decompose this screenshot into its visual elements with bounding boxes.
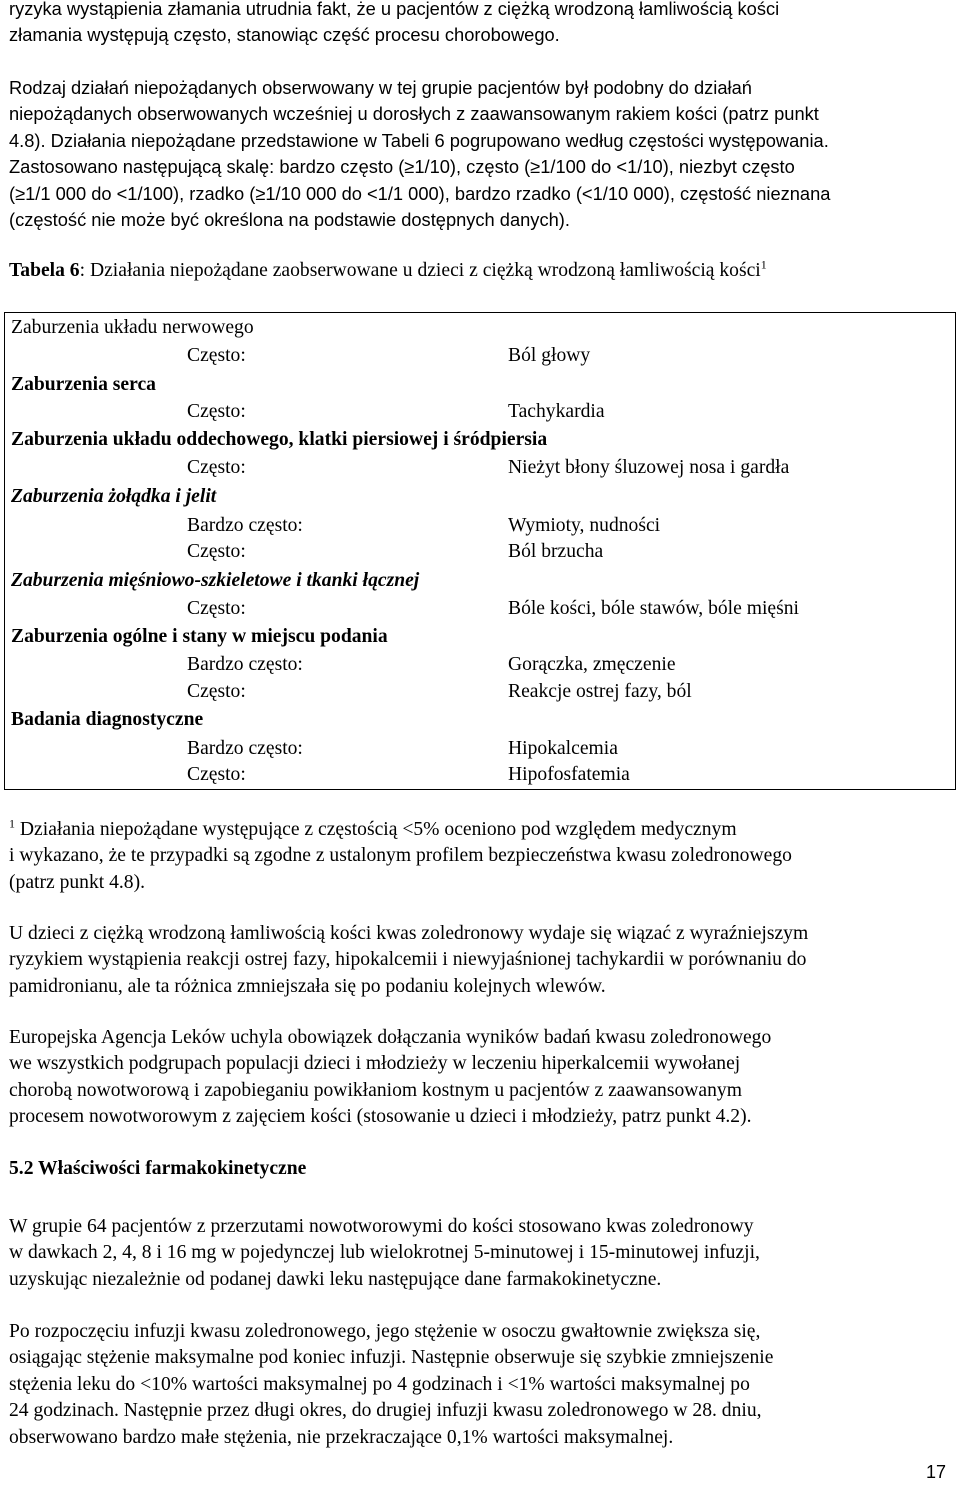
text-line: 4.8). Działania niepożądane przedstawione w Tabeli 6 pogrupowano według częstości występowania. — [9, 130, 829, 151]
text-line: ryzyka wystąpienia złamania utrudnia fakt, że u pacjentów z ciężką wrodzoną łamliwością kości — [9, 0, 780, 19]
table-caption-text: : Działania niepożądane zaobserwowane u dzieci z ciężką wrodzoną łamliwością kości — [79, 260, 761, 281]
table-effect-cell: Tachykardia — [508, 401, 605, 422]
table-effect-cell: Ból głowy — [508, 345, 591, 366]
page-number: 17 — [925, 1462, 946, 1482]
text-line: (≥1/1 000 do <1/100), rzadko (≥1/10 000 do <1/1 000), bardzo rzadko (<1/10 000), częstość nieznana — [9, 183, 831, 204]
text-line: ryzykiem wystąpienia reakcji ostrej fazy, hipokalcemii i niewyjaśnionej tachykardii w porównaniu do — [9, 949, 807, 970]
text-line: niepożądanych obserwowanych wcześniej u dorosłych z zaawansowanym rakiem kości (patrz punkt — [9, 103, 819, 124]
table-frequency-cell: Często: — [187, 345, 246, 366]
text-line: procesem nowotworowym z zajęciem kości (stosowanie u dzieci i młodzieży, patrz punkt 4.2). — [9, 1106, 752, 1127]
table-frequency-cell: Często: — [187, 541, 246, 562]
table-category-heading: Zaburzenia układu oddechowego, klatki piersiowej i śródpiersia — [11, 429, 548, 450]
adverse-reactions-table — [4, 312, 956, 790]
text-line: osiągając stężenie maksymalne pod koniec infuzji. Następnie obserwuje się szybkie zmniejszenie — [9, 1347, 774, 1368]
table-frequency-cell: Często: — [187, 457, 246, 478]
footnote-marker: 1 — [9, 816, 15, 831]
text-line: uzyskując niezależnie od podanej dawki leku następujące dane farmakokinetyczne. — [9, 1269, 662, 1290]
footnote-text: Działania niepożądane występujące z częstością <5% oceniono pod względem medycznym — [19, 819, 737, 840]
table-frequency-cell: Bardzo często: — [187, 515, 303, 536]
table-effect-cell: Wymioty, nudności — [508, 515, 661, 536]
table-frequency-cell: Często: — [187, 401, 246, 422]
text-line: w dawkach 2, 4, 8 i 16 mg w pojedynczej lub wielokrotnej 5-minutowej i 15-minutowej infuzji, — [9, 1242, 760, 1263]
text-line: stężenia leku do <10% wartości maksymalnej po 4 godzinach i <1% wartości maksymalnej po — [9, 1374, 750, 1395]
text-line: złamania występują często, stanowiąc część procesu chorobowego. — [9, 24, 560, 45]
text-line: obserwowano bardzo małe stężenia, nie przekraczające 0,1% wartości maksymalnej. — [9, 1427, 674, 1448]
table-effect-cell: Ból brzucha — [508, 541, 604, 562]
table-category-heading: Badania diagnostyczne — [11, 709, 204, 730]
table-category-heading: Zaburzenia żołądka i jelit — [11, 486, 217, 507]
table-category-heading: Zaburzenia układu nerwowego — [11, 317, 254, 338]
table-category-heading: Zaburzenia serca — [11, 374, 156, 395]
footnote-line: i wykazano, że te przypadki są zgodne z ustalonym profilem bezpieczeństwa kwasu zoledronowego — [9, 845, 792, 866]
text-line: Europejska Agencja Leków uchyla obowiązek dołączania wyników badań kwasu zoledronowego — [9, 1027, 772, 1048]
text-line: W grupie 64 pacjentów z przerzutami nowotworowymi do kości stosowano kwas zoledronowy — [9, 1216, 754, 1237]
table-effect-cell: Gorączka, zmęczenie — [508, 654, 676, 675]
table-frequency-cell: Często: — [187, 681, 246, 702]
table-category-heading: Zaburzenia ogólne i stany w miejscu podania — [11, 626, 388, 647]
footnote-line — [9, 817, 737, 844]
footnote-line: (patrz punkt 4.8). — [9, 872, 146, 893]
table-caption-footnote-marker: 1 — [760, 257, 767, 272]
text-line: U dzieci z ciężką wrodzoną łamliwością kości kwas zoledronowy wydaje się wiązać z wyraźniejszym — [9, 923, 809, 944]
table-effect-cell: Reakcje ostrej fazy, ból — [508, 681, 692, 702]
table-frequency-cell: Często: — [187, 598, 246, 619]
table-frequency-cell: Bardzo często: — [187, 738, 303, 759]
table-frequency-cell: Często: — [187, 764, 246, 785]
table-effect-cell: Hipofosfatemia — [508, 764, 630, 785]
text-line: we wszystkich podgrupach populacji dzieci i młodzieży w leczeniu hiperkalcemii wywołanej — [9, 1053, 741, 1074]
table-frequency-cell: Bardzo często: — [187, 654, 303, 675]
table-effect-cell: Nieżyt błony śluzowej nosa i gardła — [508, 457, 790, 478]
text-line: chorobą nowotworową i zapobieganiu powikłaniom kostnym u pacjentów z zaawansowanym — [9, 1080, 742, 1101]
table-caption-label: Tabela 6 — [9, 260, 80, 281]
text-line: 24 godzinach. Następnie przez długi okres, do drugiej infuzji kwasu zoledronowego w 28. dniu, — [9, 1400, 762, 1421]
text-line: Po rozpoczęciu infuzji kwasu zoledronowego, jego stężenie w osoczu gwałtownie zwiększa się, — [9, 1321, 761, 1342]
table-effect-cell: Hipokalcemia — [508, 738, 618, 759]
table-category-heading: Zaburzenia mięśniowo-szkieletowe i tkanki łącznej — [11, 570, 420, 591]
section-heading: 5.2 Właściwości farmakokinetyczne — [9, 1158, 307, 1179]
text-line: Zastosowano następującą skalę: bardzo często (≥1/10), często (≥1/100 do <1/10), niezbyt często — [9, 156, 795, 177]
text-line: (częstość nie może być określona na podstawie dostępnych danych). — [9, 209, 570, 230]
table-effect-cell: Bóle kości, bóle stawów, bóle mięśni — [508, 598, 799, 619]
text-line: Rodzaj działań niepożądanych obserwowany w tej grupie pacjentów był podobny do działań — [9, 77, 752, 98]
text-line: pamidronianu, ale ta różnica zmniejszała się po podaniu kolejnych wlewów. — [9, 976, 606, 997]
table-caption — [9, 258, 767, 285]
